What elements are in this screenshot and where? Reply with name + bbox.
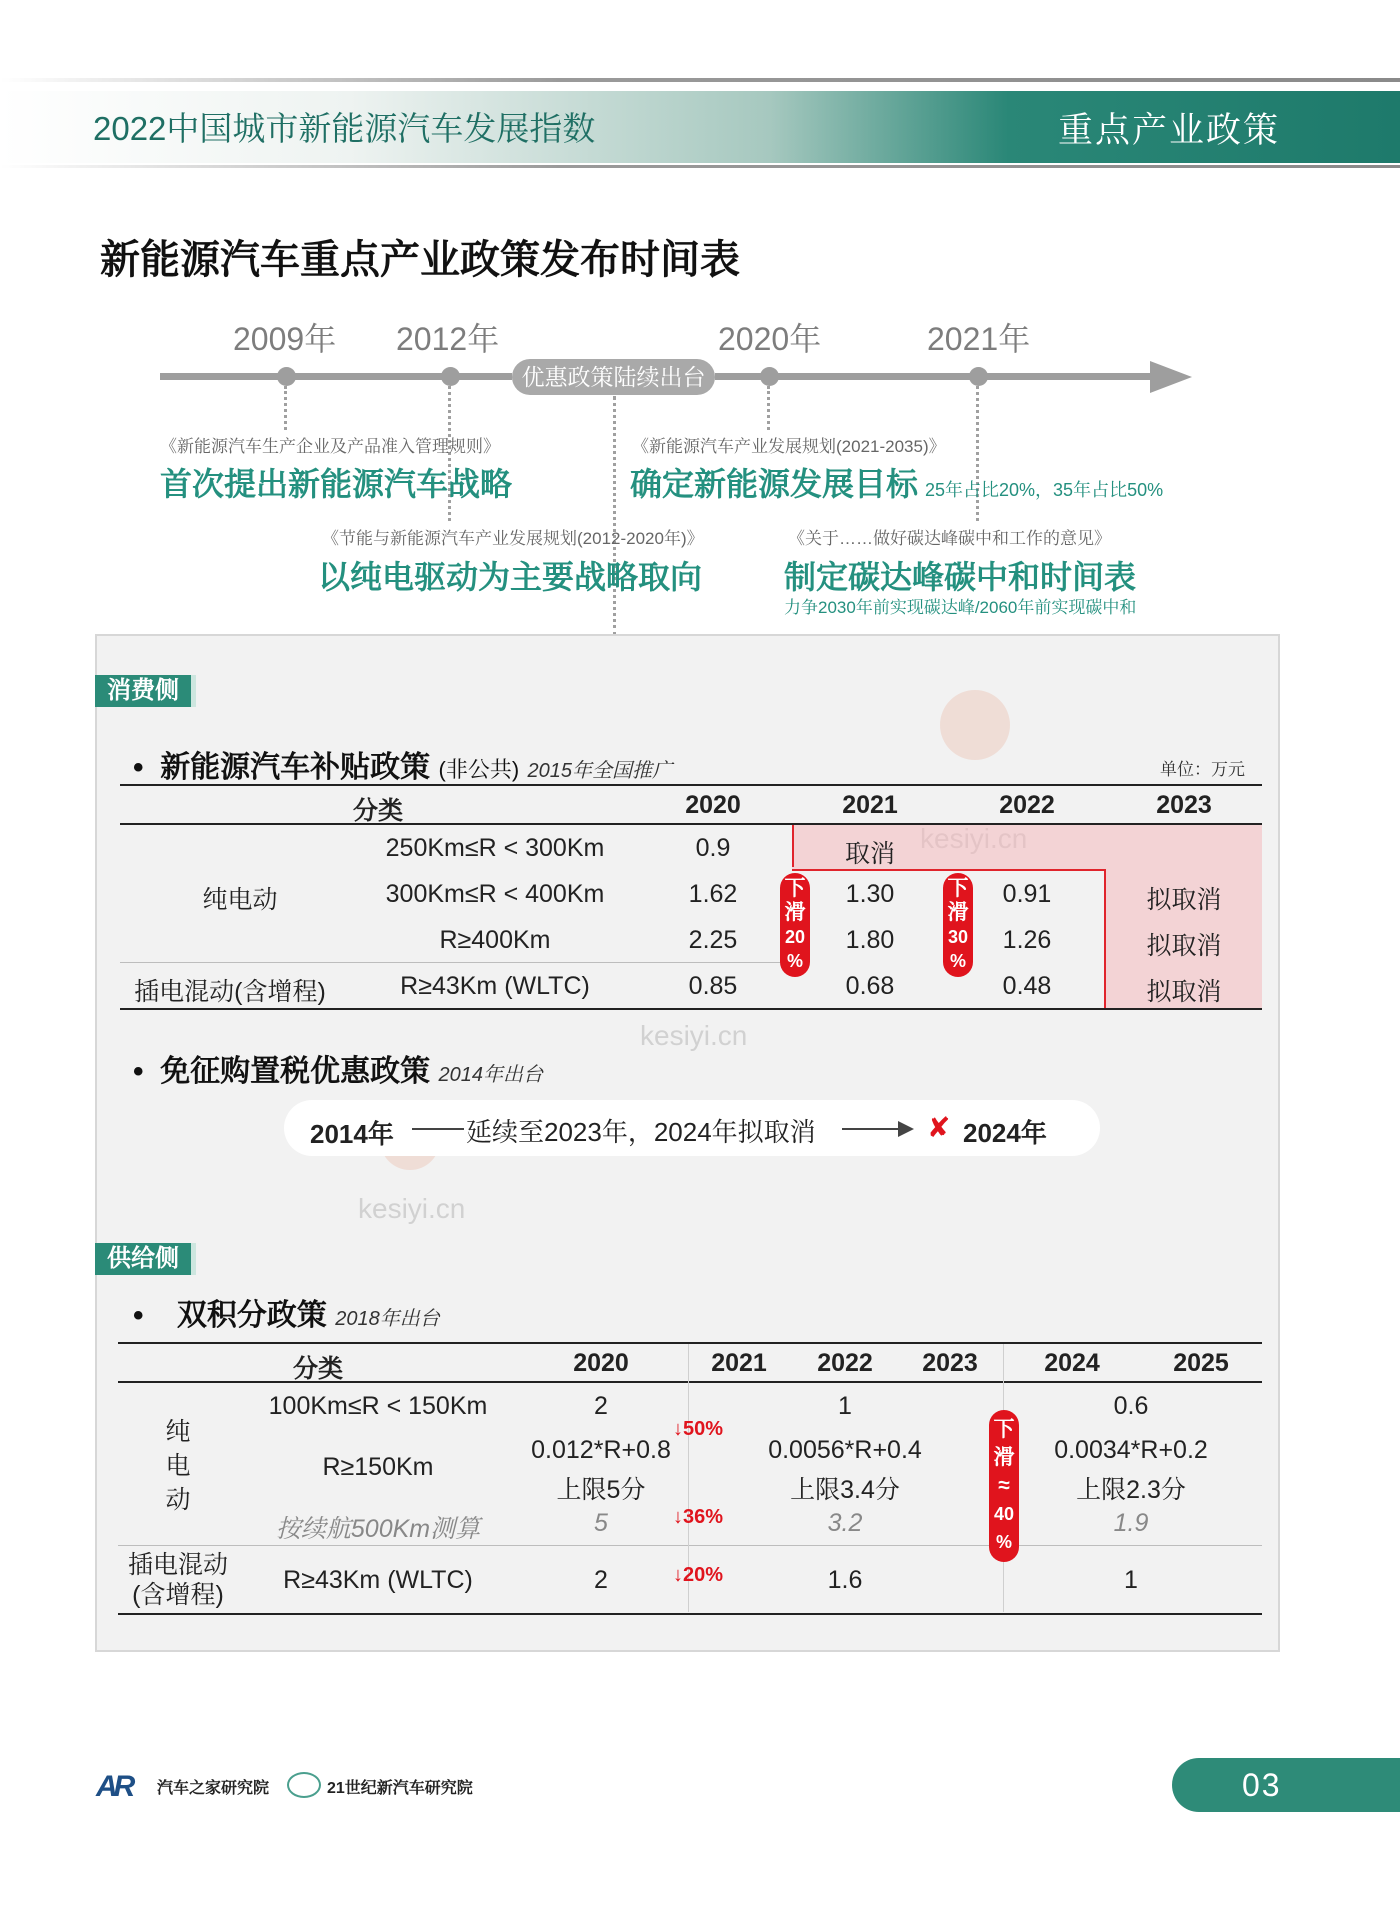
col-header: 2025 bbox=[1173, 1349, 1229, 1377]
event-doc: 《新能源汽车生产企业及产品准入管理规则》 bbox=[160, 437, 500, 456]
row-group-line: (含增程) bbox=[132, 1581, 224, 1609]
table-cell: 1.30 bbox=[845, 880, 895, 908]
table-cell: 1.6 bbox=[827, 1566, 863, 1594]
table-cell: R≥400Km bbox=[439, 926, 551, 954]
event-doc: 《节能与新能源汽车产业发展规划(2012-2020年)》 bbox=[322, 529, 704, 548]
bullet-mark: • bbox=[133, 1055, 144, 1088]
drop-label: ↓50% bbox=[673, 1418, 724, 1440]
table-cell: 取消 bbox=[844, 840, 896, 868]
row-group-line: 插电混动 bbox=[127, 1551, 229, 1579]
highlight-border bbox=[1104, 869, 1106, 1010]
decline-char: 20 bbox=[784, 927, 806, 947]
drop-label: ↓36% bbox=[673, 1506, 724, 1528]
decline-badge bbox=[780, 873, 810, 977]
timeline-connector bbox=[613, 396, 616, 636]
supply-tag: 供给侧 bbox=[95, 1243, 191, 1275]
autohome-logo-mark: AR bbox=[96, 1770, 132, 1803]
header-bottom-rule bbox=[0, 165, 1400, 168]
table-cell: 1.26 bbox=[1002, 926, 1052, 954]
table-cell: 3.2 bbox=[827, 1509, 863, 1537]
row-group bbox=[165, 1415, 190, 1517]
timeline-year: 2020年 bbox=[718, 321, 822, 357]
table-cell: 0.012*R+0.8 bbox=[531, 1436, 671, 1464]
decline-char: 滑 bbox=[993, 1446, 1015, 1469]
decline-char: 滑 bbox=[947, 901, 969, 924]
table-cell: 250Km≤R < 300Km bbox=[385, 834, 605, 862]
table-rule bbox=[120, 823, 1262, 825]
highlight-border bbox=[792, 869, 1106, 871]
timeline-year: 2009年 bbox=[233, 321, 337, 357]
page-number: 03 bbox=[1172, 1758, 1400, 1812]
table-cell: 上限5分 bbox=[556, 1476, 646, 1504]
watermark-figure bbox=[940, 690, 1010, 760]
tax-heading bbox=[133, 1046, 543, 1090]
decline-char: 滑 bbox=[784, 901, 806, 924]
table-rule bbox=[118, 1342, 1262, 1344]
tax-arrow-line bbox=[412, 1128, 464, 1130]
table-rule bbox=[118, 1613, 1262, 1615]
col-header: 2021 bbox=[711, 1349, 767, 1377]
event-goal: 首次提出新能源汽车战略 bbox=[160, 466, 513, 502]
event-note: 力争2030年前实现碳达峰/2060年前实现碳中和 bbox=[784, 598, 1137, 617]
table-cell: 按续航500Km测算 bbox=[275, 1515, 481, 1543]
table-cell: 0.9 bbox=[695, 834, 731, 862]
col-header: 分类 bbox=[292, 1355, 344, 1383]
timeline-dot-2009 bbox=[277, 367, 296, 386]
col-header: 2023 bbox=[1156, 791, 1212, 819]
table-cell: 0.68 bbox=[845, 972, 895, 1000]
tax-start: 2014年 bbox=[310, 1119, 394, 1149]
report-title: 2022中国城市新能源汽车发展指数 bbox=[93, 110, 596, 147]
bullet-mark: • bbox=[133, 1299, 144, 1332]
subsidy-title: 新能源汽车补贴政策 bbox=[160, 751, 431, 784]
subsidy-qualifier: (非公共) bbox=[438, 757, 520, 782]
event-note: 25年占比20%，35年占比50% bbox=[925, 480, 1164, 500]
table-rule bbox=[120, 1008, 1262, 1010]
decline-badge bbox=[989, 1410, 1019, 1562]
table-rule bbox=[120, 962, 792, 963]
col-header: 2023 bbox=[922, 1349, 978, 1377]
decline-char: % bbox=[949, 951, 966, 971]
col-header: 2021 bbox=[842, 791, 898, 819]
page-title: 新能源汽车重点产业政策发布时间表 bbox=[100, 238, 740, 282]
highlight-border bbox=[792, 823, 794, 867]
table-cell: 1.9 bbox=[1113, 1509, 1149, 1537]
cancel-x-icon: ✘ bbox=[927, 1112, 951, 1143]
table-cell: 0.6 bbox=[1113, 1392, 1149, 1420]
watermark: kesiyi.cn bbox=[640, 1020, 748, 1051]
col-header: 2020 bbox=[573, 1349, 629, 1377]
timeline-dot-2012 bbox=[441, 367, 460, 386]
table-cell: 拟取消 bbox=[1146, 978, 1222, 1006]
col-header: 2022 bbox=[817, 1349, 873, 1377]
tax-arrow-line bbox=[842, 1128, 902, 1130]
table-cell: 2.25 bbox=[688, 926, 738, 954]
decline-char: 下 bbox=[784, 877, 806, 900]
event-goal: 确定新能源发展目标 bbox=[630, 466, 919, 502]
timeline-connector bbox=[767, 386, 770, 430]
decline-badge bbox=[943, 873, 973, 977]
event-goal: 以纯电驱动为主要战略取向 bbox=[318, 559, 703, 595]
institute-logo-name: 21世纪新汽车研究院 bbox=[327, 1780, 473, 1797]
table-cell: 5 bbox=[594, 1509, 608, 1537]
unit-label: 单位：万元 bbox=[1160, 760, 1245, 779]
institute-logo-icon bbox=[287, 1772, 321, 1798]
decline-char: ≈ bbox=[998, 1474, 1010, 1497]
timeline-arrow-icon bbox=[1150, 361, 1192, 393]
table-cell: 上限3.4分 bbox=[790, 1476, 900, 1504]
table-cell: 拟取消 bbox=[1146, 886, 1222, 914]
subsidy-note: 2015年全国推广 bbox=[527, 760, 673, 782]
table-cell: 300Km≤R < 400Km bbox=[385, 880, 605, 908]
col-header: 分类 bbox=[352, 797, 404, 825]
table-cell: 1 bbox=[1124, 1566, 1138, 1594]
table-cell: 0.91 bbox=[1002, 880, 1052, 908]
decline-char: % bbox=[786, 951, 803, 971]
timeline-year: 2021年 bbox=[927, 321, 1031, 357]
timeline-dot-2021 bbox=[969, 367, 988, 386]
consumer-tag: 消费侧 bbox=[95, 675, 191, 707]
col-header: 2022 bbox=[999, 791, 1055, 819]
subsidy-heading bbox=[133, 742, 672, 786]
timeline-year: 2012年 bbox=[396, 321, 500, 357]
table-cell: 0.0034*R+0.2 bbox=[1054, 1436, 1208, 1464]
col-header: 2020 bbox=[685, 791, 741, 819]
decline-char: 30 bbox=[947, 927, 969, 947]
table-cell: 2 bbox=[594, 1566, 608, 1594]
table-cell: 100Km≤R < 150Km bbox=[268, 1392, 488, 1420]
row-group-char: 电 bbox=[165, 1452, 191, 1480]
autohome-logo-name: 汽车之家研究院 bbox=[157, 1780, 270, 1797]
decline-char: 下 bbox=[993, 1418, 1015, 1441]
table-cell: 2 bbox=[594, 1392, 608, 1420]
table-cell: 1.80 bbox=[845, 926, 895, 954]
tax-note: 2014年出台 bbox=[438, 1064, 544, 1086]
event-doc: 《关于……做好碳达峰碳中和工作的意见》 bbox=[788, 529, 1111, 548]
decline-char: % bbox=[995, 1532, 1012, 1552]
arrow-right-icon bbox=[898, 1121, 914, 1137]
section-title: 重点产业政策 bbox=[1057, 111, 1280, 150]
row-group bbox=[128, 1550, 228, 1610]
table-cell: 1 bbox=[838, 1392, 852, 1420]
credit-note: 2018年出台 bbox=[335, 1308, 440, 1330]
row-group-char: 纯 bbox=[165, 1418, 191, 1446]
row-group: 纯电动 bbox=[202, 886, 278, 914]
timeline-pill: 优惠政策陆续出台 bbox=[512, 359, 715, 395]
bullet-mark: • bbox=[133, 751, 144, 784]
tax-title: 免征购置税优惠政策 bbox=[160, 1055, 431, 1088]
table-cell: 0.48 bbox=[1002, 972, 1052, 1000]
table-cell: R≥150Km bbox=[322, 1453, 434, 1481]
timeline-connector bbox=[284, 386, 287, 430]
col-header: 2024 bbox=[1044, 1349, 1100, 1377]
decline-char: 40 bbox=[993, 1504, 1015, 1524]
table-cell: 0.0056*R+0.4 bbox=[768, 1436, 922, 1464]
row-group-char: 动 bbox=[165, 1486, 191, 1514]
credit-title: 双积分政策 bbox=[176, 1299, 327, 1332]
timeline-dot-2020 bbox=[760, 367, 779, 386]
table-cell: R≥43Km (WLTC) bbox=[400, 972, 590, 1000]
table-cell: 0.85 bbox=[688, 972, 738, 1000]
event-goal: 制定碳达峰碳中和时间表 bbox=[784, 559, 1137, 595]
tax-end: 2024年 bbox=[963, 1118, 1047, 1148]
table-cell: 拟取消 bbox=[1146, 932, 1222, 960]
timeline-axis-right bbox=[715, 373, 1155, 380]
table-cell: R≥43Km (WLTC) bbox=[283, 1566, 473, 1594]
watermark: kesiyi.cn bbox=[358, 1193, 466, 1224]
event-doc: 《新能源汽车产业发展规划(2021-2035)》 bbox=[632, 437, 946, 456]
header-top-rule bbox=[0, 78, 1400, 82]
credit-heading bbox=[133, 1290, 440, 1334]
table-rule bbox=[120, 784, 1262, 786]
table-cell: 1.62 bbox=[688, 880, 738, 908]
table-rule bbox=[118, 1545, 1262, 1546]
decline-char: 下 bbox=[947, 877, 969, 900]
table-cell: 上限2.3分 bbox=[1076, 1476, 1186, 1504]
drop-label: ↓20% bbox=[673, 1564, 724, 1586]
row-group: 插电混动(含增程) bbox=[134, 978, 326, 1006]
tax-text: 延续至2023年，2024年拟取消 bbox=[466, 1117, 816, 1147]
table-rule bbox=[118, 1381, 1262, 1383]
